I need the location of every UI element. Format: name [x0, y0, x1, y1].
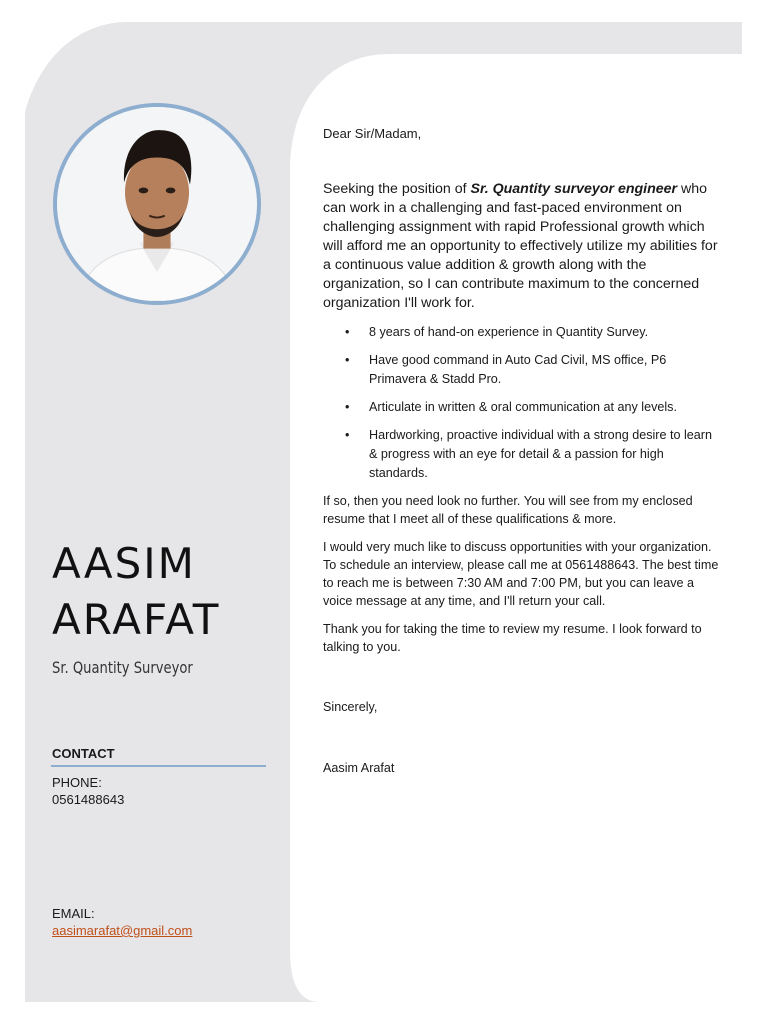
bullet-icon: •	[345, 400, 350, 414]
phone-label: PHONE:	[52, 775, 102, 790]
job-title: Sr. Quantity Surveyor	[52, 658, 193, 677]
letter-paragraph-1: If so, then you need look no further. You will see from my enclosed resume that I meet all of these qualifications & more.	[323, 494, 693, 526]
letter-greeting: Dear Sir/Madam,	[323, 126, 422, 141]
bullet-icon: •	[345, 428, 350, 442]
email-label: EMAIL:	[52, 906, 95, 921]
last-name: ARAFAT	[52, 595, 221, 644]
intro-before: Seeking the position of	[323, 181, 471, 197]
profile-photo	[53, 103, 261, 305]
person-portrait-icon	[57, 107, 257, 301]
qualification-list	[323, 323, 719, 483]
letter-closing: Sincerely,	[323, 700, 378, 714]
bullet-icon: •	[345, 353, 350, 367]
letter-intro	[323, 180, 719, 313]
first-name: AASIM	[52, 539, 196, 588]
cover-letter	[323, 124, 719, 778]
intro-position: Sr. Quantity surveyor engineer	[470, 181, 678, 197]
bullet-icon: •	[345, 325, 350, 339]
applicant-name	[52, 536, 220, 648]
letter-paragraph-3: Thank you for taking the time to review my resume. I look forward to talking to you.	[323, 622, 702, 654]
list-item: • Have good command in Auto Cad Civil, MS office, P6 Primavera & Stadd Pro.	[345, 353, 667, 386]
contact-heading: CONTACT	[52, 746, 115, 761]
list-item: • Articulate in written & oral communication at any levels.	[369, 398, 719, 417]
intro-after: who can work in a challenging and fast-paced environment on challenging assignment with rapid Professional growth which will afford me an opportunity to effectively utilize my abilities for a continuous value addition & growth along with the organization, so I can contribute maximum to the concerned organization I'll work for.	[323, 181, 718, 311]
list-item: • Hardworking, proactive individual with a strong desire to learn & progress with an eye for detail & a passion for high standards.	[345, 428, 713, 480]
list-item: • 8 years of hand-on experience in Quantity Survey.	[369, 323, 719, 342]
email-link[interactable]: aasimarafat@gmail.com	[52, 923, 193, 938]
letter-paragraph-2: I would very much like to discuss opportunities with your organization. To schedule an interview, please call me at 0561488643. The best time to reach me is between 7:30 AM and 7:00 PM, but you can leave a voice message at any time, and I'll return your call.	[323, 540, 719, 608]
phone-number: 0561488643	[52, 792, 125, 807]
contact-divider	[51, 765, 266, 767]
letter-signature: Aasim Arafat	[323, 761, 395, 775]
